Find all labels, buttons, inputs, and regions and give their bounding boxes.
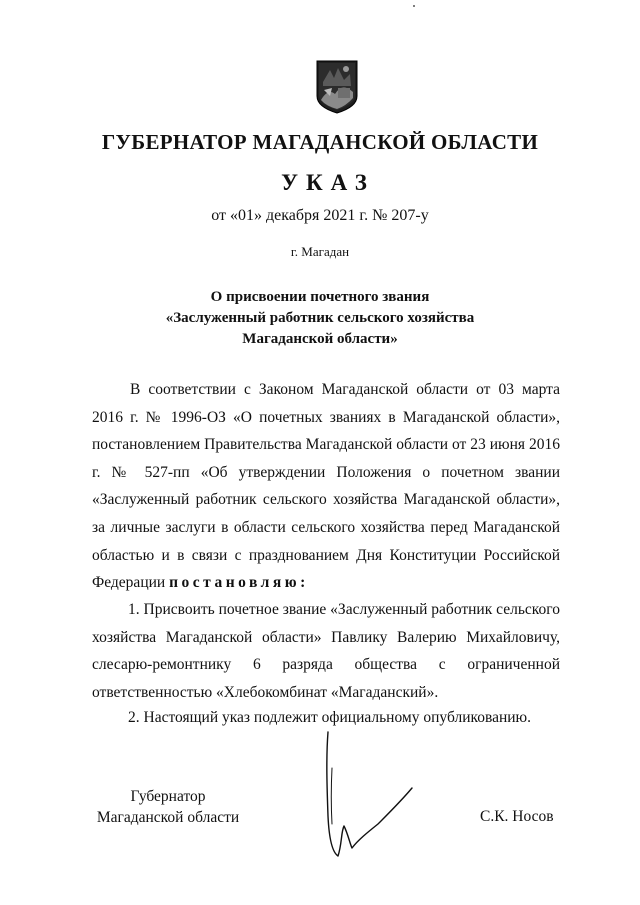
subject-line: О присвоении почетного звания: [210, 289, 430, 305]
document-city: г. Магадан: [290, 244, 350, 259]
signer-title: [88, 786, 248, 828]
signer-name: С.К. Носов: [480, 808, 554, 825]
subject-line: Магаданской области»: [242, 331, 398, 347]
preamble-text: В соответствии с Законом Магаданской области от 03 марта 2016 г. № 1996-ОЗ «О почетных званиях в Магаданской области», постановлением Правительства Магаданской области от 23 июня 2016 г. № 527-пп «Об утверждении Положения о почетном звании «Заслуженный работник сельского хозяйства Магаданской области», за личные заслуги в области сельского хозяйства перед Магаданской областью и в связи с празднованием Дня Конституции Российской Федерации: [92, 381, 560, 592]
decree-item-1: [92, 596, 560, 706]
subject-line: «Заслуженный работник сельского хозяйства: [165, 310, 475, 326]
scan-speck: [413, 5, 415, 7]
signer-title-line: Магаданской области: [96, 809, 240, 826]
decree-item-text: 1. Присвоить почетное звание «Заслуженный работник сельского хозяйства Магаданской области» Павлику Валерию Михайловичу, слесарю-ремонтнику 6 разряда общества с ограниченной ответственностью «Хлебокомбинат «Магаданский».: [92, 601, 560, 701]
document-date-number: от «01» декабря 2021 г. № 207-у: [211, 207, 429, 224]
decree-item-text: 2. Настоящий указ подлежит официальному опубликованию.: [128, 709, 532, 726]
document-type: УКАЗ: [281, 170, 375, 195]
authority-title: ГУБЕРНАТОР МАГАДАНСКОЙ ОБЛАСТИ: [101, 130, 539, 154]
handwritten-signature: [308, 728, 418, 868]
preamble-paragraph: [92, 376, 560, 597]
signer-title-line: Губернатор: [130, 788, 206, 805]
coat-of-arms-icon: [316, 60, 358, 114]
decree-word: постановляю:: [169, 574, 309, 592]
decree-subject: [0, 287, 640, 350]
